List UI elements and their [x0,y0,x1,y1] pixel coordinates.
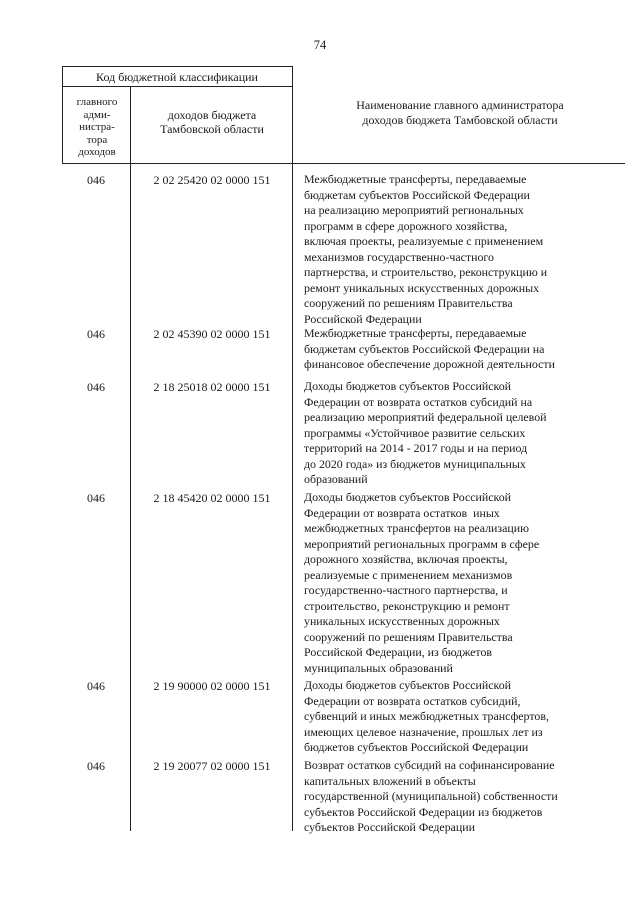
page-number: 74 [313,38,327,52]
code-column-divider [292,66,293,831]
income-name: Доходы бюджетов субъектов Российской Федерации от возврата остатков субсидий, субвенций и иных межбюджетных трансфертов, имеющих целевое назначение, прошлых лет из бюджетов субъектов Российской Федерации [304,678,549,754]
admin-code: 046 [87,173,105,187]
income-name: Межбюджетные трансферты, передаваемые бюджетам субъектов Российской Федерации на финансовое обеспечение дорожной деятельности [304,326,555,371]
admin-code: 046 [87,327,105,341]
income-name: Доходы бюджетов субъектов Российской Федерации от возврата остатков иных межбюджетных трансфертов на реализацию мероприятий региональных программ в сфере дорожного хозяйства, включая проекты, реализуемые с применением механизмов государственно-частного партнерства, и строительство, реконструкцию и ремонт уникальных искусственных дорожных сооружений по решениям Правительства Российской Федерации, из бюджетов муниципальных образований [304,490,540,675]
income-code: 2 19 20077 02 0000 151 [153,759,271,773]
income-name: Возврат остатков субсидий на софинансирование капитальных вложений в объекты государственной (муниципальной) собственности субъектов Российской Федерации из бюджетов субъектов Российской Федерации [304,758,558,834]
header-bottom-border [62,163,625,164]
income-code: 2 19 90000 02 0000 151 [153,679,271,693]
table-top-border [62,66,292,67]
income-code: 2 02 25420 02 0000 151 [153,173,271,187]
income-code: 2 18 45420 02 0000 151 [153,491,271,505]
income-name: Доходы бюджетов субъектов Российской Федерации от возврата остатков субсидий на реализацию мероприятий федеральной целевой программы «Устойчивое развитие сельских территорий на 2014 - 2017 годы и на период до 2020 года» из бюджетов муниципальных образований [304,379,547,486]
header-chief-administrator: главного адми- нистра- тора доходов [76,96,118,158]
admin-code: 046 [87,380,105,394]
header-regional-budget-income: доходов бюджета Тамбовской области [160,108,264,136]
header-group-divider [62,86,292,87]
admin-code: 046 [87,759,105,773]
admin-column-divider [130,86,131,831]
admin-code: 046 [87,679,105,693]
header-administrator-name: Наименование главного администратора доходов бюджета Тамбовской области [356,98,564,127]
income-code: 2 18 25018 02 0000 151 [153,380,271,394]
admin-code: 046 [87,491,105,505]
income-code: 2 02 45390 02 0000 151 [153,327,271,341]
header-budget-classification-code: Код бюджетной классификации [96,70,258,84]
income-name: Межбюджетные трансферты, передаваемые бюджетам субъектов Российской Федерации на реализацию мероприятий региональных программ в сфере дорожного хозяйства, включая проекты, реализуемые с применением механизмов государственно-частного партнерства, и строительство, реконструкцию и ремонт уникальных искусственных дорожных сооружений по решениям Правительства Российской Федерации [304,172,548,326]
